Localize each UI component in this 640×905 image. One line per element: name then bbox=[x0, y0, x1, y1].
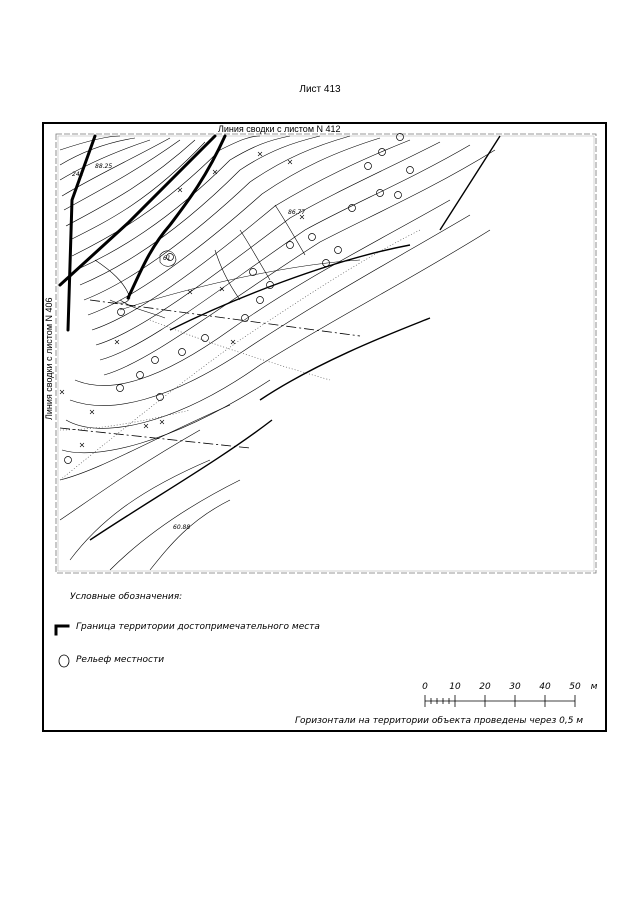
top-edge-label: Линия сводки с листом N 412 bbox=[218, 124, 341, 134]
contour-lines bbox=[60, 136, 495, 570]
elevation-label: 60.88 bbox=[173, 524, 191, 531]
sheet-title: Лист 413 bbox=[299, 84, 341, 95]
map-inner-boundary bbox=[56, 134, 596, 573]
legend-boundary-label: Граница территории достопримечательного места bbox=[76, 622, 320, 632]
left-edge-label: Линия сводки с листом N 406 bbox=[44, 297, 54, 420]
elevation-label: 86.77 bbox=[288, 209, 306, 216]
scale-bar bbox=[425, 695, 575, 707]
map-outer-frame bbox=[43, 123, 606, 731]
elevation-label: 61 bbox=[163, 255, 171, 262]
elevation-label: 88.25 bbox=[95, 163, 113, 170]
contour-interval-note: Горизонтали на территории объекта проведены через 0,5 м bbox=[295, 716, 584, 726]
legend-heading: Условные обозначения: bbox=[70, 592, 183, 602]
scale-tick-label: 20 bbox=[479, 682, 491, 692]
map-inner-boundary-2 bbox=[58, 136, 594, 571]
relief-oval-icon bbox=[59, 655, 69, 667]
elevation-label: 241 bbox=[72, 171, 84, 178]
boundary-line-icon bbox=[56, 626, 68, 634]
scale-tick-label: 10 bbox=[449, 682, 461, 692]
scale-tick-label: 40 bbox=[539, 682, 551, 692]
cross-markers bbox=[60, 152, 304, 447]
dashed-lines bbox=[60, 300, 360, 448]
scale-unit: м bbox=[590, 682, 598, 692]
scale-tick-label: 50 bbox=[569, 682, 581, 692]
scale-tick-label: 0 bbox=[422, 682, 428, 692]
solid-lines bbox=[90, 136, 500, 540]
legend-relief-label: Рельеф местности bbox=[76, 655, 165, 665]
scale-tick-label: 30 bbox=[509, 682, 521, 692]
